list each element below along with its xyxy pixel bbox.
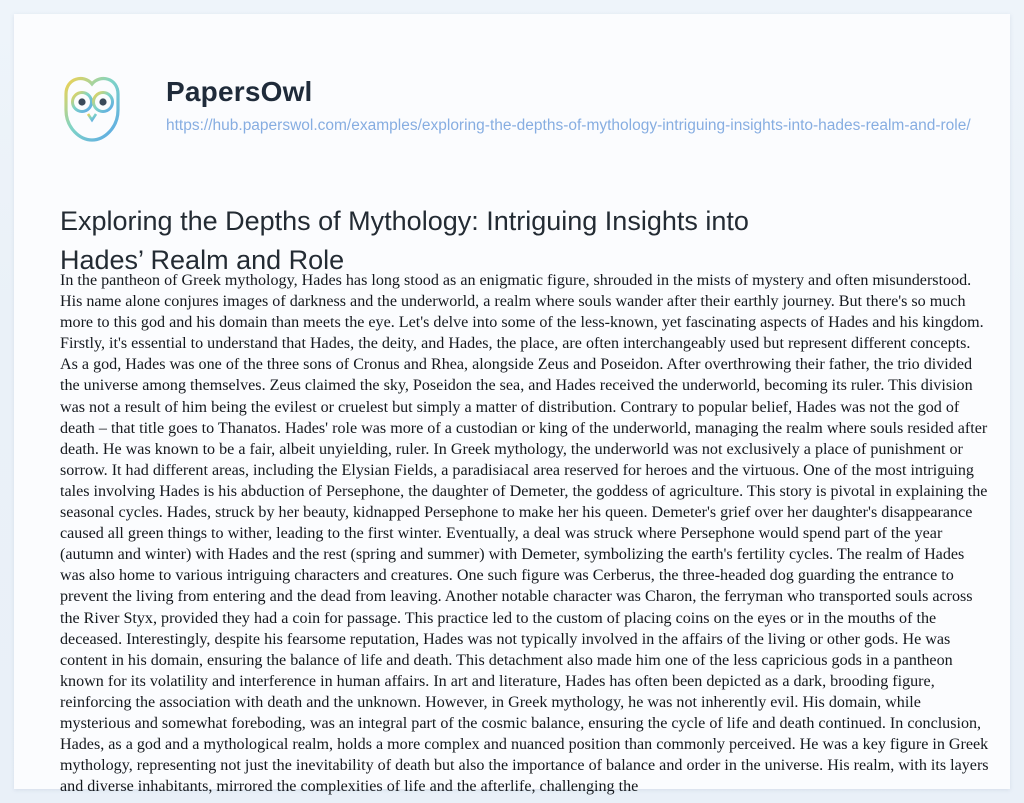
owl-icon [58, 72, 126, 142]
page-url[interactable]: https://hub.paperswol.com/examples/exploring-the-depths-of-mythology-intriguing-insights-into-hades-realm-and-role/ [166, 117, 971, 134]
site-header [58, 64, 978, 160]
document-sheet [14, 14, 1010, 796]
brand-name: PapersOwl [166, 76, 313, 107]
page-title: Exploring the Depths of Mythology: Intriguing Insights into Hades’ Realm and Role [60, 206, 749, 276]
article-paragraph: In the pantheon of Greek mythology, Hades has long stood as an enigmatic figure, shrouded in the mists of mystery and often misunderstood. His name alone conjures images of darkness and the underworld, a realm where souls wander after their earthly journey. But there's so much more to this god and his domain than meets the eye. Let's delve into some of the less-known, yet fascinating aspects of Hades and his kingdom. Firstly, it's essential to understand that Hades, the deity, and Hades, the place, are often interchangeably used but represent different concepts. As a god, Hades was one of the three sons of Cronus and Rhea, alongside Zeus and Poseidon. After overthrowing their father, the trio divided the universe among themselves. Zeus claimed the sky, Poseidon the sea, and Hades received the underworld, becoming its ruler. This division was not a result of him being the evilest or cruelest but simply a matter of distribution. Contrary to popular belief, Hades was not the god of death – that title goes to Thanatos. Hades' role was more of a custodian or king of the underworld, managing the realm where souls resided after death. He was known to be a fair, albeit unyielding, ruler. In Greek mythology, the underworld was not exclusively a place of punishment or sorrow. It had different areas, including the Elysian Fields, a paradisiacal area reserved for heroes and the virtuous. One of the most intriguing tales involving Hades is his abduction of Persephone, the daughter of Demeter, the goddess of agriculture. This story is pivotal in explaining the seasonal cycles. Hades, struck by her beauty, kidnapped Persephone to make her his queen. Demeter's grief over her daughter's disappearance caused all green things to wither, leading to the first winter. Eventually, a deal was struck where Persephone would spend part of the year (autumn and winter) with Hades and the rest (spring and summer) with Demeter, symbolizing the earth's fertility cycles. The realm of Hades was also home to various intriguing characters and creatures. One such figure was Cerberus, the three-headed dog guarding the entrance to prevent the living from entering and the dead from leaving. Another notable character was Charon, the ferryman who transported souls across the River Styx, provided they had a coin for passage. This practice led to the custom of placing coins on the eyes or in the mouths of the deceased. Interestingly, despite his fearsome reputation, Hades was not typically involved in the affairs of the living or other gods. He was content in his domain, ensuring the balance of life and death. This detachment also made him one of the less capricious gods in a pantheon known for its volatility and interference in human affairs. In art and literature, Hades has often been depicted as a dark, brooding figure, reinforcing the association with death and the unknown. However, in Greek mythology, he was not inherently evil. His domain, while mysterious and somewhat foreboding, was an integral part of the cosmic balance, ensuring the cycle of life and death continued. In conclusion, Hades, as a god and a mythological realm, holds a more complex and nuanced position than commonly perceived. He was a key figure in Greek mythology, representing not just the inevitability of death but also the importance of balance and order in the universe. His realm, with its layers and diverse inhabitants, mirrored the complexities of life and the afterlife, challenging the [60, 272, 989, 796]
article-body [60, 270, 990, 797]
